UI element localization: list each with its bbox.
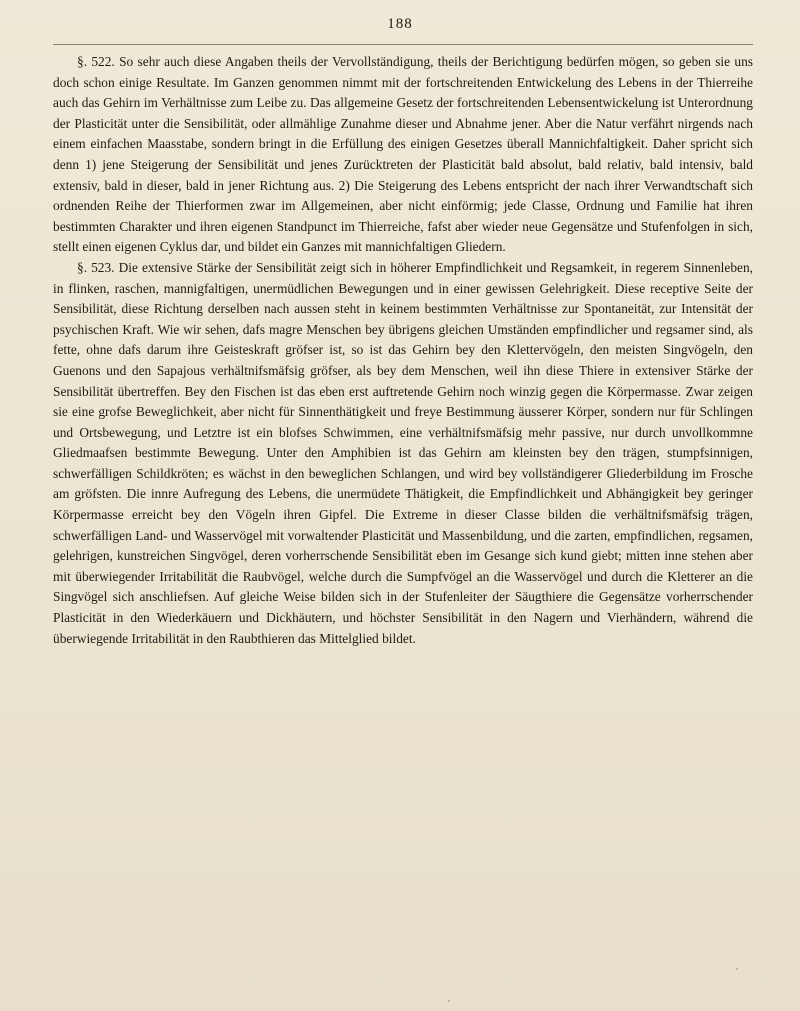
page-number: 188 (387, 16, 413, 32)
scan-speck (448, 1000, 450, 1002)
paragraph-522-text: So sehr auch diese Angaben theils der Vervollständigung, theils der Berichtigung bedürfen mögen, so geben sie uns doch schon einige Resultate. Im Ganzen genommen nimmt mit der fortschreitenden Entwickelung des Lebens in der Thierreihe auch das Gehirn im Verhältnisse zum Leibe zu. Das allgemeine Gesetz der fortschreitenden Lebensentwickelung ist Unterordnung der Plasticität unter die Sensibilität, oder allmählige Zunahme dieser und Abnahme jener. Aber die Natur verfährt nirgends nach einem einfachen Maasstabe, sondern bringt in die Erfüllung des einigen Gesetzes überall Mannichfaltigkeit. Daher spricht sich denn 1) jene Steigerung der Sensibilität und jenes Zurücktreten der Plasticität bald absolut, bald relativ, bald intensiv, bald extensiv, bald in dieser, bald in jener Richtung aus. 2) Die Steigerung des Lebens entspricht der nach ihrer Verwandtschaft sich ordnenden Reihe der Thierformen zwar im Allgemeinen, aber nicht einförmig; jede Classe, Ordnung und Familie hat ihren bestimmten Charakter und ihren eigenen Standpunct im Thierreiche, fafst aber wieder neue Gegensätze und Stufenfolgen in sich, stellt einen eigenen Cyklus dar, und bildet ein Ganzes mit mannichfaltigen Gliedern. (53, 54, 753, 255)
paragraph-523-text: Die extensive Stärke der Sensibilität zeigt sich in höherer Empfindlichkeit und Regsamkeit, in regerem Sinnenleben, in flinken, raschen, mannigfaltigen, unermüdlichen Bewegungen und in einer gewissen Gelehrigkeit. Diese receptive Seite der Sensibilität, diese Richtung derselben nach aussen steht in keinem bestimmten Verhältnisse zur Spontaneität, zur Intensität der psychischen Kraft. Wie wir sehen, dafs magre Menschen bey übrigens gleichen Umständen empfindlicher und regsamer sind, als fette, ohne dafs darum ihre Geisteskraft gröfser ist, so ist das Gehirn bey den Klettervögeln, den meisten Singvögeln, den Guenons und den Sapajous verhältnifsmäfsig gröfser, als bey dem Menschen, weil ihn diese Thiere in extensiver Stärke der Sensibilität übertreffen. Bey den Fischen ist das eben erst auftretende Gehirn noch winzig gegen die Körpermasse. Zwar zeigen sie eine grofse Beweglichkeit, aber nicht für Sinnenthätigkeit und freye Bestimmung äusserer Körper, sondern nur für Schlingen und Ortsbewegung, und Letztre ist ein blofses Schwimmen, eine verhältnifsmäfsig mehr passive, nur durch unvollkommne Gliedmaafsen bestimmte Bewegung. Unter den Amphibien ist das Gehirn am kleinsten bey den trägen, stumpfsinnigen, schwerfälligen Schildkröten; es wächst in den beweglichen Schlangen, und wird bey vollständigerer Gliederbildung im Frosche am gröfsten. Die innre Aufregung des Lebens, die unermüdete Thätigkeit, die Empfindlichkeit und Abhängigkeit bey geringer Körpermasse erreicht bey den Vögeln ihren Gipfel. Die Extreme in dieser Classe bilden die verhältnifsmäfsig trägen, schwerfälligen Land- und Wasservögel mit vorwaltender Plasticität und Massenbildung, und die zarten, empfindlichen, regsamen, gelehrigen, kunstreichen Singvögel, deren vorherrschende Sensibilität eben im Gesange sich kund giebt; mitten inne stehen aber mit überwiegender Irritabilität die Raubvögel, welche durch die Sumpfvögel an die Wasservögel und durch die Kletterer an die Singvögel sich anschliefsen. Auf gleiche Weise bilden sich in der Stufenleiter der Säugthiere die Gegensätze vorherrschender Plasticität in den Wiederkäuern und Dickhäutern, und höchster Sensibilität in den Nagern und Vierhändern, während die überwiegende Irritabilität in den Raubthieren das Mittelglied bildet. (53, 259, 753, 646)
scan-speck (736, 968, 738, 970)
paragraph-522 (53, 52, 753, 258)
header-rule (53, 44, 753, 45)
body-text (53, 52, 753, 649)
section-mark-523: §. 523. (77, 259, 115, 275)
section-mark-522: §. 522. (77, 54, 115, 69)
paragraph-523 (53, 258, 753, 649)
